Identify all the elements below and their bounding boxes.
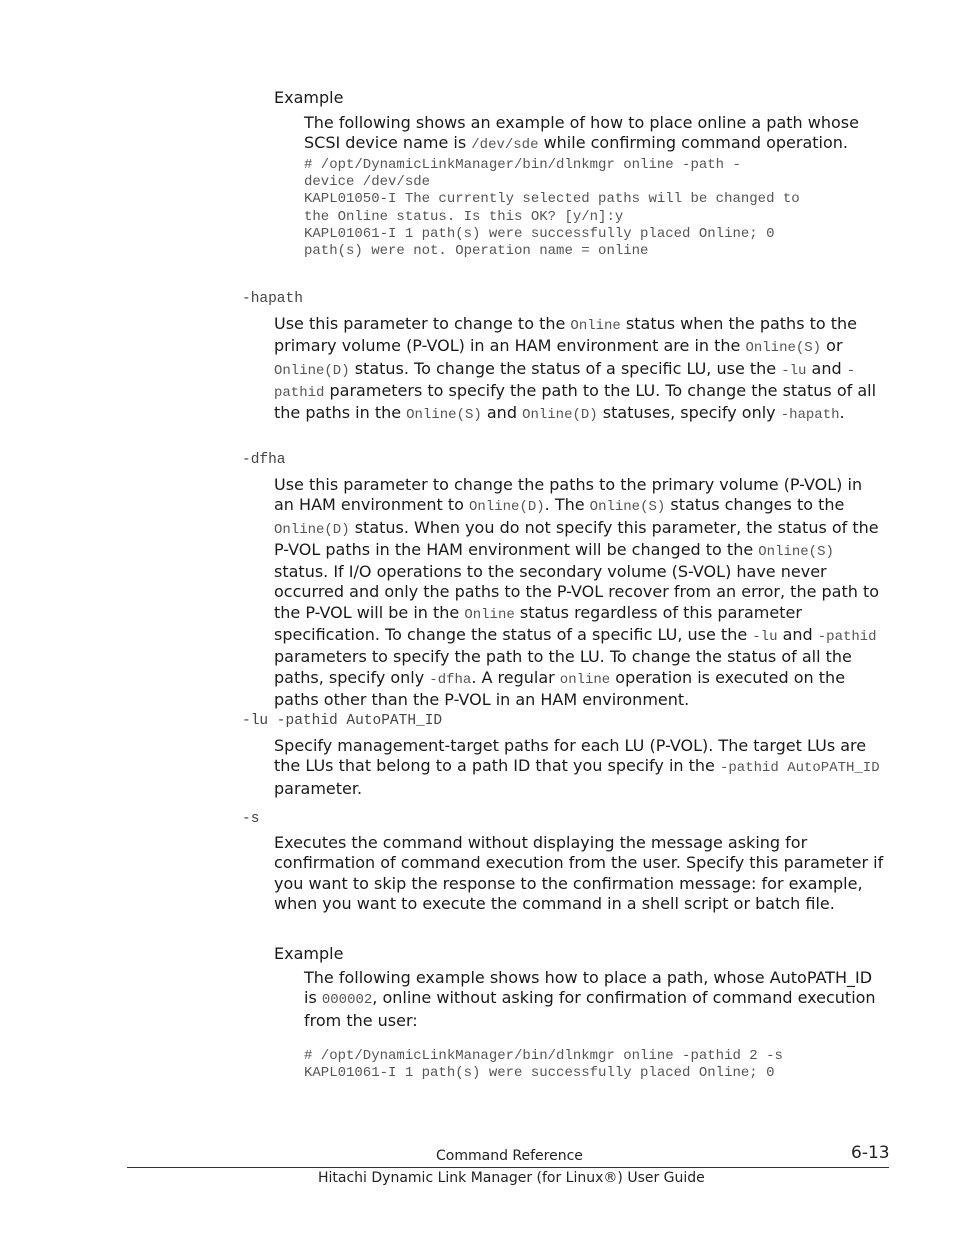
code-line: # /opt/DynamicLinkManager/bin/dlnkmgr online -pathid 2 -s [304,1048,783,1064]
code-run: Online(D) [274,521,350,538]
footer-divider [127,1167,889,1168]
text-run: Use this parameter to change to the [274,314,571,333]
text-run: parameters to specify the path to the LU. To change the status of all the paths, specify only [274,647,852,687]
code-run: -dfha [429,671,472,688]
dfha-description [274,475,887,710]
text-run: status. If I/O operations to the secondary volume (S-VOL) have never occurred and only the paths to the P-VOL recover from an error, the path to the P-VOL will be in the [274,562,880,622]
text-run: . [839,403,845,423]
code-run: Online(S) [589,499,666,516]
code-line: path(s) were not. Operation name = online [304,243,649,260]
text-run: . A regular [471,667,560,687]
text-run: or [821,336,843,356]
footer-book-title: Hitachi Dynamic Link Manager (for Linux®) User Guide [318,1170,705,1186]
example-intro-1 [304,113,889,156]
param-hapath: -hapath [242,291,303,307]
text-run: statuses, specify only [597,403,781,423]
code-line: KAPL01061-I 1 path(s) were successfully placed Online; 0 [304,1065,775,1082]
text-run: status when the paths to the primary volume (P-VOL) in an HAM environment are in the [274,314,858,356]
example-intro-1-text: The following shows an example of how to place online a path whose SCSI device name is [304,113,859,153]
code-run: Online [570,318,621,334]
example-intro-2-code: 000002 [321,992,373,1009]
example-intro-2-text-after: , online without asking for confirmation of command execution from the user: [304,988,876,1030]
code-run: Online [464,606,515,623]
code-block-2 [304,1048,783,1082]
text-run: and [777,625,818,645]
text-run: Specify management-target paths for each LU (P-VOL). The target LUs are the LUs that belong to a path ID that you specify in the [274,736,867,776]
text-run: and [806,358,847,378]
example-heading-2: Example [274,944,344,963]
s-description: Executes the command without displaying the message asking for confirmation of command execution from the user. Specify this parameter if you want to skip the response to the confirmation message: for example, when you want to execute the command in a shell script or batch file. [274,833,884,913]
code-line: KAPL01050-I The currently selected paths will be changed to [304,191,800,208]
example-intro-1-text-after: while confirming command operation. [538,133,848,153]
example-heading-1: Example [274,88,344,107]
page-number: 6-13 [851,1143,890,1163]
text-run: operation is executed on the paths other than the P-VOL in an HAM environment. [274,667,846,709]
text-run: status. When you do not specify this parameter, the status of the P-VOL paths in the HAM environment will be changed to the [274,517,879,559]
code-run: -lu [781,362,807,379]
code-run: Online(D) [274,362,350,379]
footer-chapter: Command Reference [436,1148,583,1164]
code-run: online [559,671,611,688]
code-run: Online(S) [745,340,822,357]
example-intro-2 [304,968,889,1031]
param-s: -s [242,811,260,827]
example-intro-2-text: The following example shows how to place a path, whose AutoPATH_ID is [304,968,873,1008]
code-run: -pathid [274,362,856,401]
code-run: Online(S) [758,543,834,560]
code-run: -hapath [780,407,840,424]
text-run: parameter. [274,778,363,798]
text-run: . The [544,495,590,515]
code-run: Online(S) [406,407,482,424]
code-line: the Online status. Is this OK? [y/n]:y [304,208,624,225]
text-run: status changes to the [665,495,845,515]
code-run: -pathid AutoPATH_ID [719,760,880,777]
example-intro-1-code: /dev/sde [471,137,539,154]
code-line: device /dev/sde [304,174,431,191]
param-dfha: -dfha [242,452,286,468]
hapath-description [274,314,887,425]
code-line: # /opt/DynamicLinkManager/bin/dlnkmgr online -path - [304,157,741,173]
text-run: and [481,403,523,423]
code-run: -lu [752,629,778,646]
text-run: status regardless of this parameter specification. To change the status of a specific LU, use the [274,602,802,645]
text-run: Use this parameter to change the paths to the primary volume (P-VOL) in an HAM environment to [274,475,863,515]
param-lu-pathid: -lu -pathid AutoPATH_ID [242,713,443,729]
text-run: status. To change the status of a specific LU, use the [349,358,782,378]
lu-description [274,736,887,799]
code-line: KAPL01061-I 1 path(s) were successfully placed Online; 0 [304,225,775,242]
code-block-1 [304,157,800,260]
code-run: Online(D) [469,499,545,516]
text-run: parameters to specify the path to the LU. To change the status of all the paths in the [274,380,877,423]
code-run: -pathid [817,629,877,646]
code-run: Online(D) [522,407,598,424]
